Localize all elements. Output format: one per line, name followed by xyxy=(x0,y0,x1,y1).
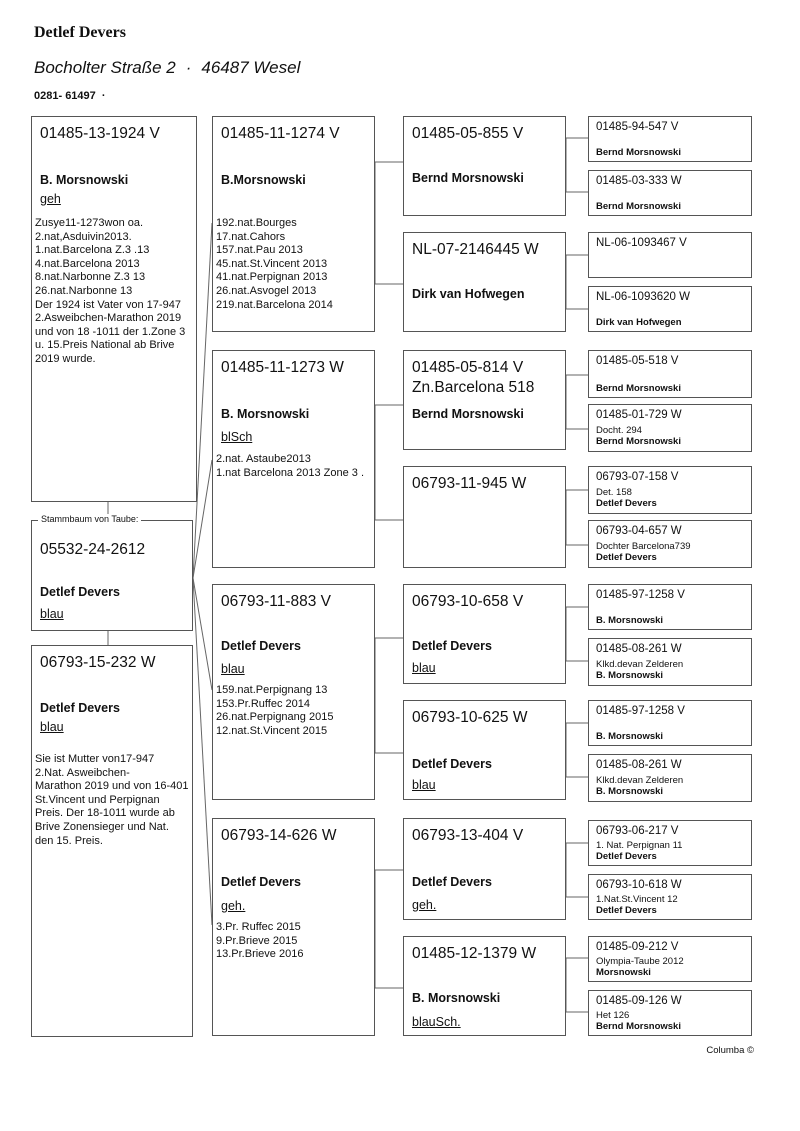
performance-notes xyxy=(216,217,371,312)
note-line: 2.Nat. Asweibchen- xyxy=(35,766,130,779)
ring-number: 06793-10-658 V xyxy=(412,593,524,610)
subject-ring-number: 05532-24-2612 xyxy=(40,541,146,558)
grandparent-card xyxy=(403,116,566,216)
note-line: 8.nat.Narbonne Z.3 13 xyxy=(35,271,146,284)
owner-phone-suffix: · xyxy=(101,90,106,102)
color-label: blauSch. xyxy=(412,1015,461,1029)
note-line: Sie ist Mutter von17-947 xyxy=(35,753,155,765)
performance-notes xyxy=(35,217,193,367)
grandparent-card xyxy=(403,936,566,1036)
ring-number: 01485-05-814 V xyxy=(412,359,524,376)
note-line: Marathon 2019 und von 16-401 St.Vincent und Perpignan Preis. Der 18-1011 wurde ab Brive Zonensieger und Nat. den 15. Preis. xyxy=(35,780,189,847)
ring-number: 01485-03-333 W xyxy=(596,175,682,187)
owner-phone-number: 0281- 61497 xyxy=(34,90,96,102)
ring-number: 06793-13-404 V xyxy=(412,827,524,844)
note-line: 1.Nat.St.Vincent 12 xyxy=(596,894,678,905)
note-line: 26.nat.Narbonne 13 xyxy=(35,284,133,297)
ring-number: 01485-11-1274 V xyxy=(221,125,340,142)
grandparent-card xyxy=(403,700,566,800)
ring-number: 06793-07-158 V xyxy=(596,471,679,483)
ring-number: 01485-09-126 W xyxy=(596,995,682,1007)
owner-street: Bocholter Straße 2 xyxy=(34,58,176,77)
ring-number: 06793-06-217 V xyxy=(596,825,679,837)
great-grandparent-card xyxy=(588,874,752,920)
breeder-name: Bernd Morsnowski xyxy=(412,171,524,185)
ring-number: NL-07-2146445 W xyxy=(412,241,539,258)
great-grandparent-card xyxy=(588,990,752,1036)
grandparent-card xyxy=(403,466,566,568)
breeder-name: B.Morsnowski xyxy=(221,173,306,187)
note-line: 4.nat.Barcelona 2013 xyxy=(35,257,140,270)
color-label: blau xyxy=(412,661,436,675)
great-grandparent-card xyxy=(588,584,752,630)
note-line: 26.nat.Perpignang 2015 xyxy=(216,711,334,724)
breeder-name: B. Morsnowski xyxy=(221,407,310,421)
note-line: 17.nat.Cahors xyxy=(216,230,286,243)
performance-notes xyxy=(216,453,371,480)
subject-color: blau xyxy=(40,607,64,621)
note-line: 41.nat.Perpignan 2013 xyxy=(216,271,328,284)
owner-name: Detlef Devers xyxy=(34,24,126,41)
great-grandparent-card xyxy=(588,404,752,452)
color-label: geh. xyxy=(412,898,437,912)
breeder-name: Detlef Devers xyxy=(40,701,120,715)
breeder-name: Detlef Devers xyxy=(412,757,492,771)
great-grandparent-card xyxy=(588,350,752,398)
subject-breeder: Detlef Devers xyxy=(40,585,120,599)
ring-number: 01485-05-855 V xyxy=(412,125,524,142)
great-grandparent-card xyxy=(588,232,752,278)
great-grandparent-card xyxy=(588,700,752,746)
breeder-name: B. Morsnowski xyxy=(596,615,664,626)
grandparent-card xyxy=(403,584,566,684)
parent-card-dam xyxy=(212,584,375,800)
note-line: 219.nat.Barcelona 2014 xyxy=(216,298,333,311)
note-line: 13.Pr.Brieve 2016 xyxy=(216,948,304,961)
performance-notes xyxy=(216,684,371,738)
breeder-name: Dirk van Hofwegen xyxy=(412,287,525,301)
note-line: 157.nat.Pau 2013 xyxy=(216,244,303,257)
note-line: 1.nat Barcelona 2013 Zone 3 . xyxy=(216,466,364,479)
breeder-name: Detlef Devers xyxy=(596,498,657,509)
great-grandparent-card xyxy=(588,936,752,982)
ring-number: 01485-97-1258 V xyxy=(596,705,685,717)
breeder-name: B. Morsnowski xyxy=(596,731,664,742)
ring-number: 06793-14-626 W xyxy=(221,827,337,844)
note-line: 9.Pr.Brieve 2015 xyxy=(216,934,298,947)
note-line: 192.nat.Bourges xyxy=(216,217,297,229)
note-line: Der 1924 ist Vater von 17-947 2.Asweibchen-Marathon 2019 und von 18 -1011 der 1.Zone 3 u. 15.Preis National ab Brive 2019 wurde. xyxy=(35,298,186,365)
note-line: 1.nat.Barcelona Z.3 .13 xyxy=(35,244,150,257)
breeder-name: Bernd Morsnowski xyxy=(412,407,524,421)
great-grandparent-card xyxy=(588,638,752,686)
note-line: 159.nat.Perpignang 13 xyxy=(216,684,328,696)
performance-notes xyxy=(35,753,189,848)
parent-card-dam-of-sire xyxy=(212,350,375,568)
ring-number: 01485-01-729 W xyxy=(596,409,682,421)
color-label: blau xyxy=(40,720,64,734)
sibling-card-top xyxy=(31,116,197,502)
great-grandparent-card xyxy=(588,820,752,866)
ring-number: 01485-08-261 W xyxy=(596,643,682,655)
ring-number: 01485-12-1379 W xyxy=(412,945,537,962)
ring-number: 01485-97-1258 V xyxy=(596,589,685,601)
color-label: blau xyxy=(412,778,436,792)
color-label: blSch xyxy=(221,430,253,444)
note-line: Het 126 xyxy=(596,1010,630,1021)
note-line: 3.Pr. Ruffec 2015 xyxy=(216,921,301,933)
note-line: Klkd.devan Zelderen xyxy=(596,775,684,786)
ring-number: 06793-10-625 W xyxy=(412,709,528,726)
note-line: 1. Nat. Perpignan 11 xyxy=(596,840,683,851)
breeder-name: Detlef Devers xyxy=(221,639,301,653)
breeder-name: Detlef Devers xyxy=(596,851,657,862)
ring-number: 06793-04-657 W xyxy=(596,525,682,537)
parent-card-sire xyxy=(212,116,375,332)
great-grandparent-card xyxy=(588,286,752,332)
great-grandparent-card xyxy=(588,170,752,216)
grandparent-card xyxy=(403,350,566,450)
ring-number: 06793-11-945 W xyxy=(412,475,527,492)
breeder-name: Morsnowski xyxy=(596,967,651,978)
performance-notes xyxy=(216,921,371,962)
breeder-name: Bernd Morsnowski xyxy=(596,1021,681,1032)
ring-number: 01485-08-261 W xyxy=(596,759,682,771)
note-line: 12.nat.St.Vincent 2015 xyxy=(216,724,328,737)
breeder-name: Bernd Morsnowski xyxy=(596,147,681,158)
breeder-name: Detlef Devers xyxy=(596,552,657,563)
ring-number: 01485-05-518 V xyxy=(596,355,679,367)
great-grandparent-card xyxy=(588,754,752,802)
breeder-name: Detlef Devers xyxy=(412,639,492,653)
breeder-name: Bernd Morsnowski xyxy=(596,436,681,447)
note-line: Zusye11-1273won oa. xyxy=(35,217,144,229)
note-line: 2.nat,Asduivin2013. xyxy=(35,230,132,243)
pedigree-label: Stammbaum von Taube: xyxy=(38,514,141,524)
great-grandparent-card xyxy=(588,116,752,162)
breeder-name: Detlef Devers xyxy=(412,875,492,889)
ring-number: NL-06-1093467 V xyxy=(596,237,687,249)
ring-number: 06793-15-232 W xyxy=(40,654,156,671)
breeder-name: Bernd Morsnowski xyxy=(596,201,681,212)
note-line: Olympia-Taube 2012 xyxy=(596,956,684,967)
owner-city: 46487 Wesel xyxy=(201,58,301,77)
subject-card xyxy=(31,520,193,631)
note-line: Dochter Barcelona739 xyxy=(596,541,691,552)
ring-number: NL-06-1093620 W xyxy=(596,291,690,303)
note-line: 26.nat.Asvogel 2013 xyxy=(216,284,317,297)
ring-number: 01485-09-212 V xyxy=(596,941,679,953)
great-grandparent-card xyxy=(588,520,752,568)
ring-note: Zn.Barcelona 518 xyxy=(412,379,535,396)
grandparent-card xyxy=(403,232,566,332)
note-line: 153.Pr.Ruffec 2014 xyxy=(216,697,310,710)
breeder-name: Detlef Devers xyxy=(596,905,657,916)
breeder-name: B. Morsnowski xyxy=(596,786,664,797)
ring-number: 01485-94-547 V xyxy=(596,121,679,133)
color-label: geh xyxy=(40,192,61,206)
breeder-name: B. Morsnowski xyxy=(596,670,664,681)
note-line: Klkd.devan Zelderen xyxy=(596,659,684,670)
ring-number: 06793-11-883 V xyxy=(221,593,332,610)
software-credit: Columba © xyxy=(706,1045,754,1056)
ring-number: 06793-10-618 W xyxy=(596,879,682,891)
note-line: 45.nat.St.Vincent 2013 xyxy=(216,257,328,270)
breeder-name: Bernd Morsnowski xyxy=(596,383,681,394)
ring-number: 01485-11-1273 W xyxy=(221,359,344,376)
color-label: blau xyxy=(221,662,245,676)
breeder-name: Dirk van Hofwegen xyxy=(596,317,682,328)
note-line: Det. 158 xyxy=(596,487,632,498)
grandparent-card xyxy=(403,818,566,920)
great-grandparent-card xyxy=(588,466,752,514)
address-separator: · xyxy=(185,58,192,77)
note-line: 2.nat. Astaube2013 xyxy=(216,453,311,465)
breeder-name: Detlef Devers xyxy=(221,875,301,889)
breeder-name: B. Morsnowski xyxy=(40,173,129,187)
ring-number: 01485-13-1924 V xyxy=(40,125,160,142)
note-line: Docht. 294 xyxy=(596,425,642,436)
color-label: geh. xyxy=(221,899,246,913)
breeder-name: B. Morsnowski xyxy=(412,991,501,1005)
sibling-card-bottom xyxy=(31,645,193,1037)
parent-card-dam-2 xyxy=(212,818,375,1036)
